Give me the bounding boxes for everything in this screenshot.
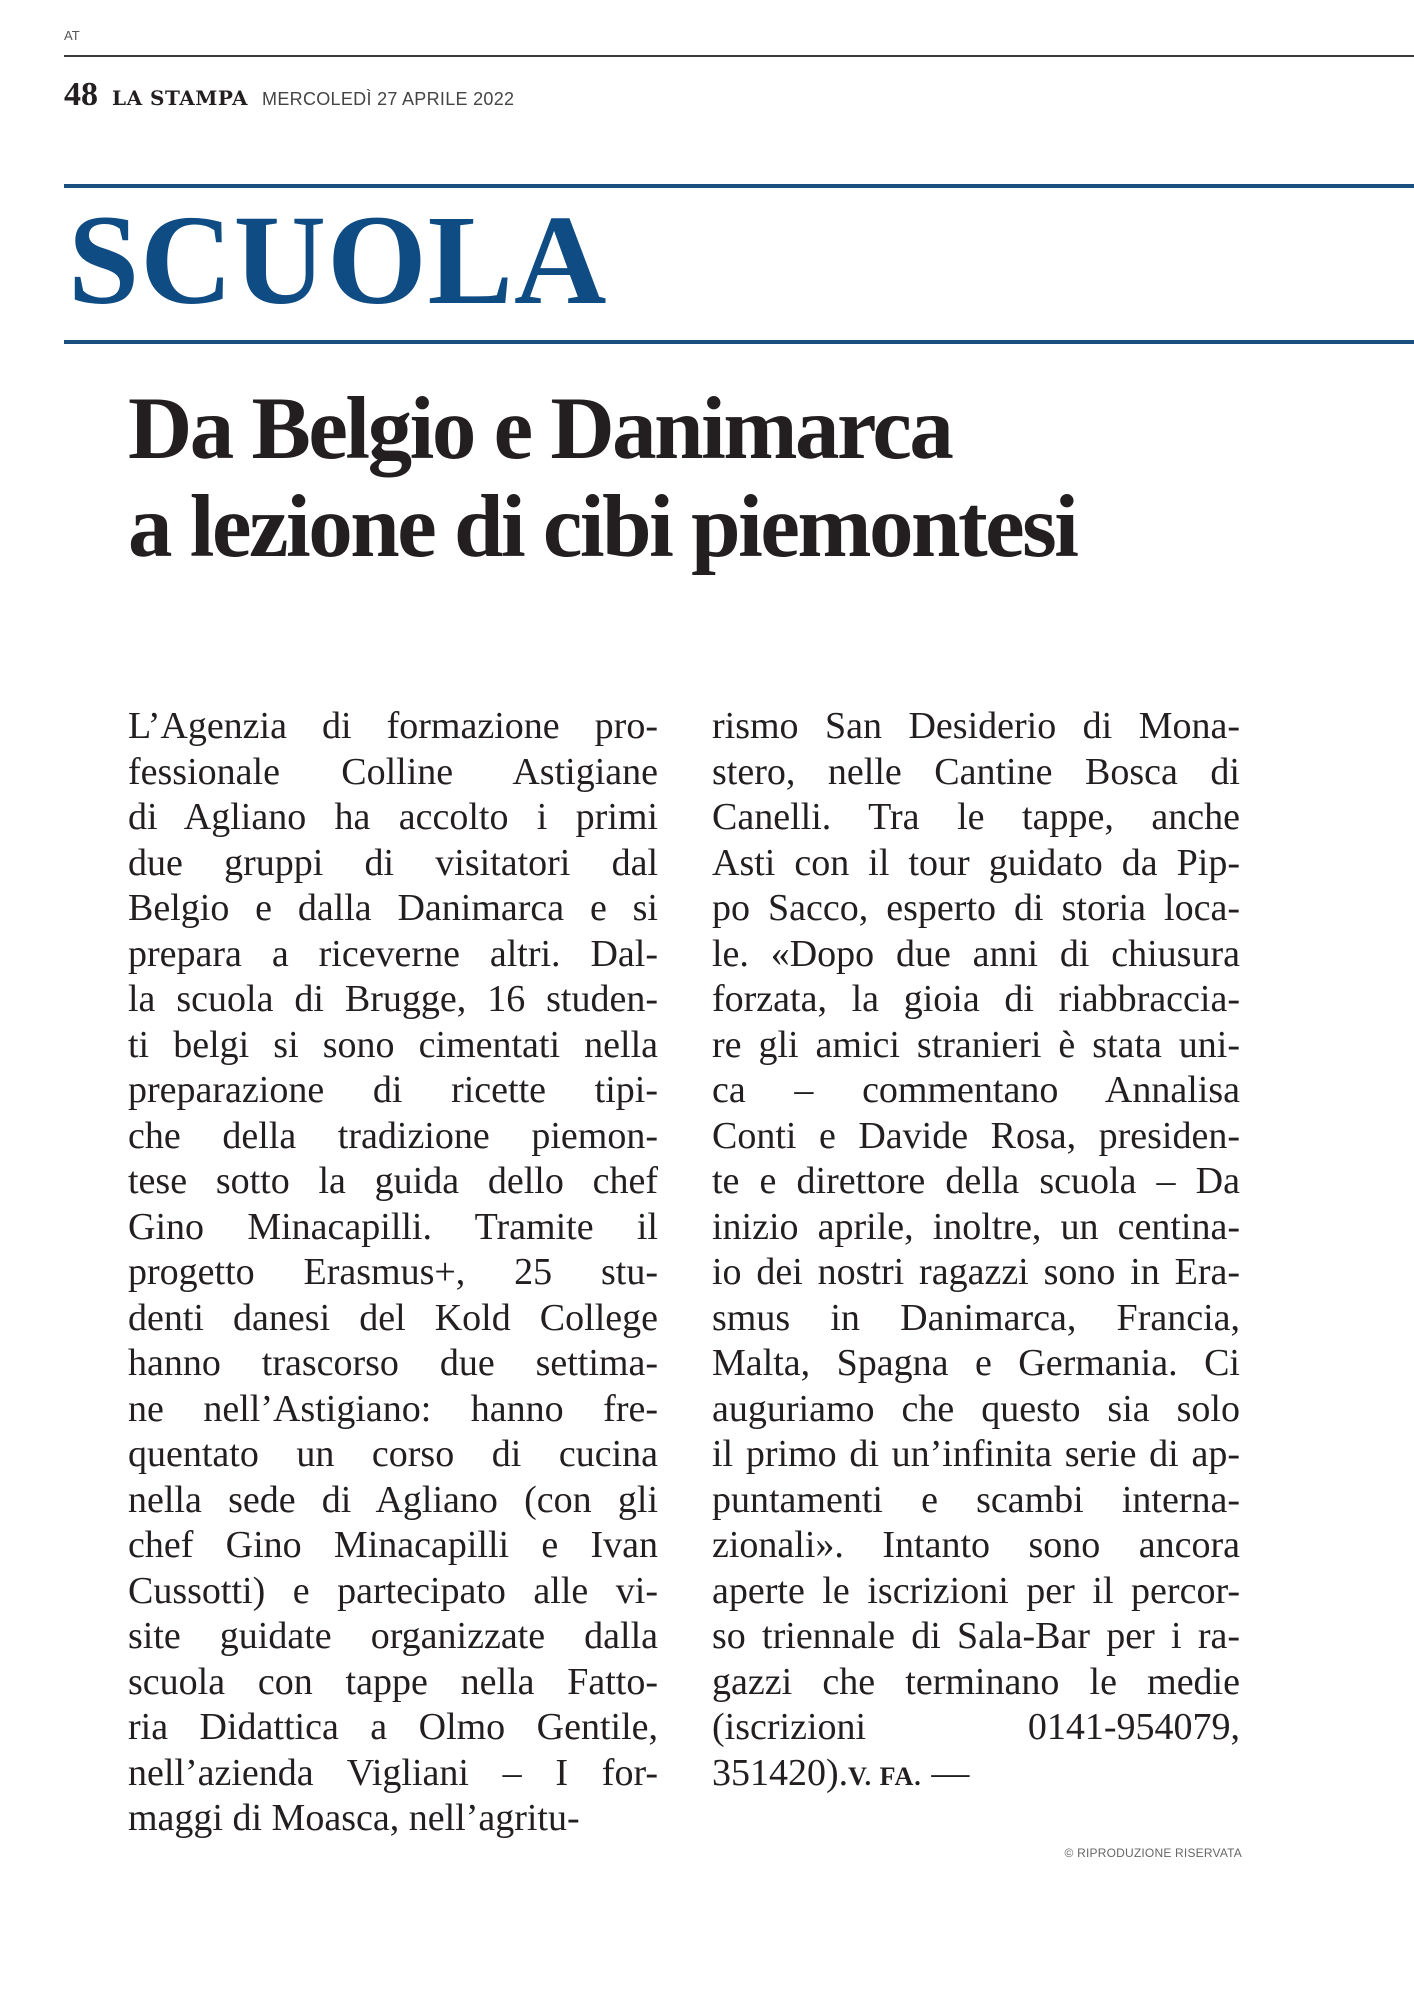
body-line: gazzi che terminano le medie — [712, 1660, 1240, 1703]
body-line: scuola con tappe nella Fatto- — [128, 1660, 658, 1703]
body-line: rismo San Desiderio di Mona- — [712, 705, 1240, 747]
body-line: zionali». Intanto sono ancora — [712, 1524, 1240, 1566]
body-line: forzata, la gioia di riabbraccia- — [712, 978, 1240, 1020]
body-line: due gruppi di visitatori dal — [128, 841, 658, 884]
body-line: inizio aprile, inoltre, un centina- — [712, 1205, 1240, 1248]
body-line: aperte le iscrizioni per il percor- — [712, 1569, 1240, 1612]
body-line: Cussotti) e partecipato alle vi- — [128, 1569, 658, 1612]
article-headline — [128, 380, 1328, 576]
body-line: stero, nelle Cantine Bosca di — [712, 750, 1240, 793]
body-line-closing — [712, 1751, 1240, 1797]
body-line: nell’azienda Vigliani – I for- — [128, 1751, 658, 1794]
body-line: la scuola di Brugge, 16 studen- — [128, 978, 658, 1020]
masthead-logo: LA STAMPA — [112, 86, 249, 110]
edition-label: AT — [64, 28, 80, 43]
top-rule — [64, 55, 1414, 57]
body-line: po Sacco, esperto di storia loca- — [712, 887, 1240, 929]
copyright-notice: © RIPRODUZIONE RISERVATA — [1064, 1846, 1242, 1860]
body-line: ti belgi si sono cimentati nella — [128, 1023, 658, 1066]
body-line: tese sotto la guida dello chef — [128, 1160, 658, 1202]
body-line: auguriamo che questo sia solo — [712, 1387, 1240, 1430]
body-line: ria Didattica a Olmo Gentile, — [128, 1706, 658, 1748]
body-line: prepara a riceverne altri. Dal- — [128, 932, 658, 975]
body-line: te e direttore della scuola – Da — [712, 1160, 1240, 1202]
body-line: puntamenti e scambi interna- — [712, 1478, 1240, 1521]
body-line: Gino Minacapilli. Tramite il — [128, 1205, 658, 1248]
headline-line: a lezione di cibi piemontesi — [128, 478, 1077, 576]
body-line: smus in Danimarca, Francia, — [712, 1296, 1240, 1339]
body-line: quentato un corso di cucina — [128, 1433, 658, 1475]
body-line: fessionale Colline Astigiane — [128, 750, 658, 793]
body-line: so triennale di Sala-Bar per i ra- — [712, 1615, 1240, 1657]
body-line: Belgio e dalla Danimarca e si — [128, 887, 658, 929]
body-line: Asti con il tour guidato da Pip- — [712, 841, 1240, 884]
body-line: site guidate organizzate dalla — [128, 1615, 658, 1657]
body-line: ne nell’Astigiano: hanno fre- — [128, 1387, 658, 1430]
article-column-right — [712, 704, 1240, 1796]
body-line: Canelli. Tra le tappe, anche — [712, 796, 1240, 838]
article-column-left — [128, 704, 658, 1842]
issue-date: MERCOLEDÌ 27 APRILE 2022 — [262, 89, 515, 109]
body-line: che della tradizione piemon- — [128, 1114, 658, 1157]
body-line: L’Agenzia di formazione pro- — [128, 705, 658, 747]
body-line: Malta, Spagna e Germania. Ci — [712, 1342, 1240, 1384]
body-line: preparazione di ricette tipi- — [128, 1069, 658, 1111]
body-line: ca – commentano Annalisa — [712, 1069, 1240, 1111]
section-rule-bottom — [64, 340, 1414, 344]
body-line: io dei nostri ragazzi sono in Era- — [712, 1251, 1240, 1293]
page-number: 48 — [64, 76, 98, 113]
body-line: (iscrizioni 0141-954079, — [712, 1706, 1240, 1748]
folio-line — [64, 76, 514, 112]
section-rule-top — [64, 184, 1414, 188]
column-right-lines — [712, 704, 1240, 1751]
body-line: chef Gino Minacapilli e Ivan — [128, 1524, 658, 1566]
body-line: denti danesi del Kold College — [128, 1296, 658, 1339]
headline-line: Da Belgio e Danimarca — [128, 380, 952, 478]
body-line: maggi di Moasca, nell’agritu- — [128, 1797, 580, 1839]
body-line: le. «Dopo due anni di chiusura — [712, 932, 1240, 975]
body-line: nella sede di Agliano (con gli — [128, 1478, 658, 1521]
body-line: di Agliano ha accolto i primi — [128, 796, 658, 838]
body-line: hanno trascorso due settima- — [128, 1342, 658, 1384]
closing-text: 351420). — [712, 1751, 849, 1794]
author-signature: V. FA. — [848, 1761, 922, 1791]
section-title: SCUOLA — [68, 189, 608, 331]
body-line: il primo di un’infinita serie di ap- — [712, 1433, 1240, 1475]
body-line: Conti e Davide Rosa, presiden- — [712, 1114, 1240, 1157]
body-line: progetto Erasmus+, 25 stu- — [128, 1251, 658, 1293]
body-line: re gli amici stranieri è stata uni- — [712, 1023, 1240, 1066]
end-mark: — — [921, 1751, 970, 1794]
